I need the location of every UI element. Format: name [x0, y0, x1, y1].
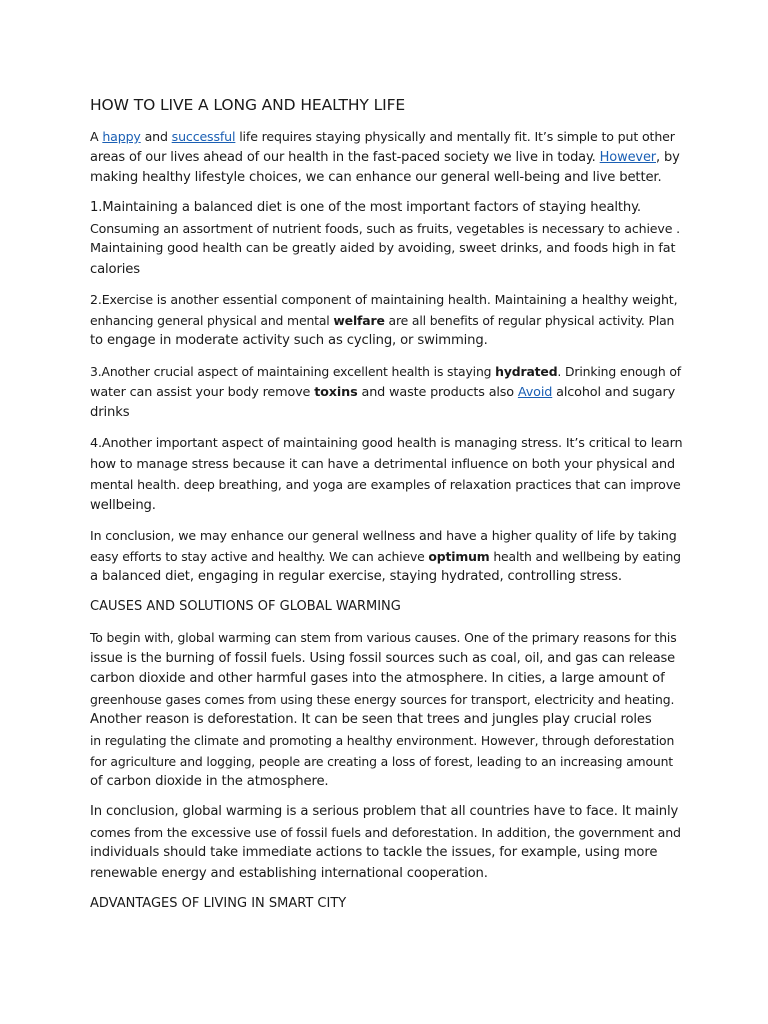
text-line: making healthy lifestyle choices, we can enhance our general well-being and live better. — [90, 170, 662, 186]
global-warming-heading: CAUSES AND SOLUTIONS OF GLOBAL WARMING — [90, 599, 401, 614]
text-line — [90, 547, 680, 568]
text-line: how to manage stress because it can have a detrimental influence on both your physical and — [90, 456, 675, 472]
text-line: a balanced diet, engaging in regular exercise, staying hydrated, controlling stress. — [90, 569, 622, 585]
text-run: 3.Another crucial aspect of maintaining excellent health is staying — [90, 364, 496, 379]
text-line — [90, 127, 680, 148]
text-line: in regulating the climate and promoting a healthy environment. However, through deforestation — [90, 732, 675, 748]
smart-city-heading: ADVANTAGES OF LIVING IN SMART CITY — [90, 896, 347, 911]
conclusion-paragraph — [90, 526, 680, 588]
text-line: In conclusion, global warming is a serious problem that all countries have to face. It mainly — [90, 804, 679, 819]
bold-optimum: optimum — [428, 548, 490, 564]
document-title: HOW TO LIVE A LONG AND HEALTHY LIFE — [90, 96, 406, 114]
text-line: greenhouse gases comes from using these energy sources for transport, electricity and heating. — [90, 691, 675, 707]
text-line: for agriculture and logging, people are creating a loss of forest, leading to an increasing amount — [90, 753, 673, 769]
text-line: comes from the excessive use of fossil fuels and deforestation. In addition, the government and — [90, 824, 681, 840]
happy-link[interactable]: happy — [102, 129, 141, 144]
avoid-link[interactable]: Avoid — [517, 384, 553, 400]
text-run: enhancing general physical and mental — [90, 312, 334, 328]
text-run: health and wellbeing by eating — [489, 548, 681, 564]
exercise-paragraph — [90, 290, 680, 352]
global-warming-conclusion-paragraph — [90, 802, 680, 884]
text-line: 2.Exercise is another essential component of maintaining health. Maintaining a healthy weight, — [90, 292, 678, 307]
text-run: alcohol and sugary — [552, 384, 676, 400]
text-line: In conclusion, we may enhance our general wellness and have a higher quality of life by taking — [90, 528, 677, 543]
text-run: and waste products also — [357, 384, 518, 400]
text-line: 1.Maintaining a balanced diet is one of the most important factors of staying healthy. — [90, 200, 641, 215]
text-run: . Drinking enough of — [557, 364, 682, 379]
text-run: are all benefits of regular physical activity. Plan — [384, 312, 675, 328]
text-line: Consuming an assortment of nutrient foods, such as fruits, vegetables is necessary to achieve . — [90, 220, 681, 236]
text-run: areas of our lives ahead of our health in the fast-paced society we live in today. — [90, 149, 600, 165]
text-line: drinks — [90, 405, 130, 421]
global-warming-causes-paragraph — [90, 628, 680, 793]
text-run: , by — [656, 149, 680, 165]
text-line: To begin with, global warming can stem from various causes. One of the primary reasons for this — [90, 630, 677, 645]
hydration-paragraph — [90, 362, 680, 424]
text-line: mental health. deep breathing, and yoga are examples of relaxation practices that can improve — [90, 477, 681, 493]
text-run: life requires staying physically and mentally fit. It’s simple to put other — [235, 129, 675, 144]
diet-paragraph — [90, 198, 680, 280]
text-line: Maintaining good health can be greatly aided by avoiding, sweet drinks, and foods high in fat — [90, 241, 676, 257]
intro-paragraph — [90, 127, 680, 189]
text-line: to engage in moderate activity such as cycling, or swimming. — [90, 333, 488, 349]
text-line: Another reason is deforestation. It can be seen that trees and jungles play crucial roles — [90, 712, 652, 728]
text-line: carbon dioxide and other harmful gases into the atmosphere. In cities, a large amount of — [90, 671, 665, 687]
bold-welfare: welfare — [333, 312, 385, 328]
text-run: A — [90, 129, 103, 144]
text-line — [90, 362, 680, 383]
stress-paragraph — [90, 434, 683, 516]
bold-hydrated: hydrated — [495, 364, 558, 379]
text-run: water can assist your body remove — [90, 384, 315, 400]
text-line: 4.Another important aspect of maintaining good health is managing stress. It’s critical to learn — [90, 436, 683, 451]
text-line: issue is the burning of fossil fuels. Using fossil sources such as coal, oil, and gas can release — [90, 650, 676, 666]
text-run: easy efforts to stay active and healthy. We can achieve — [90, 548, 429, 564]
text-line: wellbeing. — [90, 497, 156, 513]
text-line — [90, 383, 680, 404]
bold-toxins: toxins — [314, 384, 358, 400]
text-line — [90, 148, 680, 169]
successful-link[interactable]: successful — [171, 129, 236, 144]
text-line: of carbon dioxide in the atmosphere. — [90, 774, 329, 790]
text-line: renewable energy and establishing international cooperation. — [90, 865, 488, 881]
however-link[interactable]: However — [599, 149, 657, 165]
text-line: calories — [90, 261, 140, 277]
text-run: and — [140, 129, 172, 144]
text-line: individuals should take immediate actions to tackle the issues, for example, using more — [90, 845, 658, 861]
text-line — [90, 311, 680, 332]
